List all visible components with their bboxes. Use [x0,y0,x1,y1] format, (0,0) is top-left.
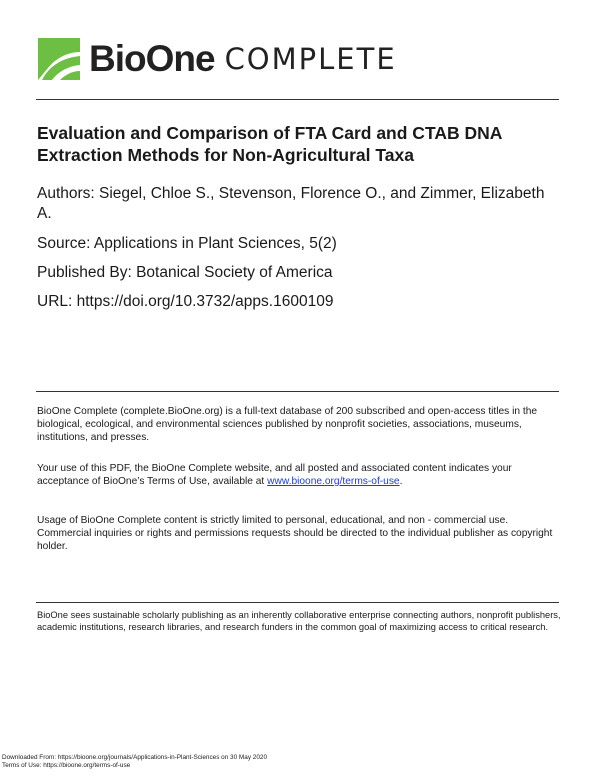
article-authors: Authors: Siegel, Chloe S., Stevenson, Florence O., and Zimmer, Elizabeth A. [37,185,545,222]
article-publisher: Published By: Botanical Society of America [37,264,333,281]
article-url[interactable]: URL: https://doi.org/10.3732/apps.1600109 [37,293,334,310]
logo-bioone-text: BioOne [89,38,215,79]
article-source: Source: Applications in Plant Sciences, 5(2) [37,235,337,252]
mission-statement: BioOne sees sustainable scholarly publishing as an inherently collaborative enterprise connecting authors, nonprofit publishers, academic institutions, research libraries, and research funders in the common goal of maximizing access to critical research. [37,610,561,632]
footer-terms: Terms of Use: https://bioone.org/terms-of-use [2,762,131,769]
terms-notice-text: Your use of this PDF, the BioOne Complete website, and all posted and associated content indicates your acceptance of BioOne’s Terms of Use, available at [37,463,512,487]
logo-complete-text: COMPLETE [224,42,397,76]
about-notice: BioOne Complete (complete.BioOne.org) is a full-text database of 200 subscribed and open-access titles in the biological, ecological, and environmental sciences published by nonprofit societies, associations, museums, institutions, and presses. [37,406,538,443]
bioone-complete-logo [38,38,397,80]
terms-notice-end: . [399,476,403,487]
section-divider [36,391,559,392]
mission-divider [36,602,559,603]
bioone-leaf-icon [38,38,80,80]
terms-notice [37,462,562,488]
article-title: Evaluation and Comparison of FTA Card and CTAB DNA Extraction Methods for Non-Agricultural Taxa [37,123,502,165]
usage-notice: Usage of BioOne Complete content is strictly limited to personal, educational, and non - commercial use. Commercial inquiries or rights and permissions requests should be directed to the individual publisher as copyright holder. [37,515,553,552]
terms-of-use-link[interactable]: www.bioone.org/terms-of-use [267,476,400,487]
header-divider [36,99,559,100]
download-info: Downloaded From: https://bioone.org/journals/Applications-in-Plant-Sciences on 30 May 2020 [2,754,268,761]
